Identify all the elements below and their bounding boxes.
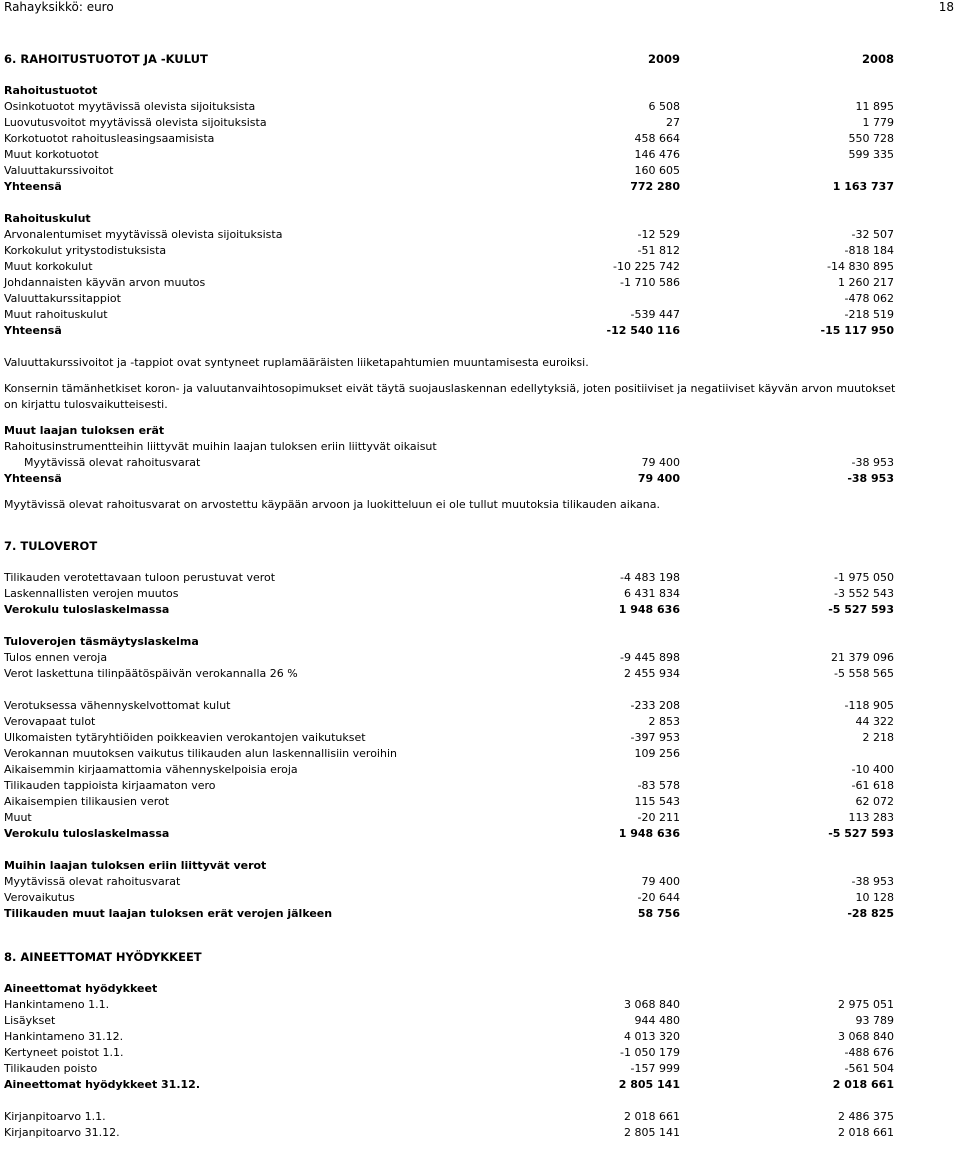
value-2008: -10 400 [851, 763, 894, 776]
value-2009: -157 999 [630, 1062, 680, 1075]
row-label: Muut korkotuotot [4, 148, 99, 161]
value-2008: 1 779 [862, 116, 894, 129]
value-2008: -488 676 [844, 1046, 894, 1059]
intangible-rows [4, 997, 899, 1077]
total-row [4, 1077, 899, 1093]
row-label: Verokannan muutoksen vaikutus tilikauden alun laskennallisiin veroihin [4, 747, 397, 760]
value-2008: -28 825 [847, 907, 894, 920]
row-label: Johdannaisten käyvän arvon muutos [4, 276, 206, 289]
section-7-heading: 7. TULOVEROT [4, 539, 98, 553]
section-title: 6. RAHOITUSTUOTOT JA -KULUT [4, 52, 208, 66]
table-row [4, 115, 899, 131]
table-row [4, 714, 899, 730]
table-row [4, 874, 899, 890]
table-row [4, 291, 899, 307]
value-2008: 1 163 737 [832, 180, 894, 193]
value-2008: -61 618 [851, 779, 894, 792]
row-label: Hankintameno 1.1. [4, 998, 110, 1011]
row-label: Kirjanpitoarvo 1.1. [4, 1110, 106, 1123]
reconciliation-rows-a [4, 650, 899, 682]
row-label: Aikaisempien tilikausien verot [4, 795, 170, 808]
table-row [4, 730, 899, 746]
currency-unit: Rahayksikkö: euro [4, 0, 114, 14]
value-2008: -218 519 [844, 308, 894, 321]
value-2009: 458 664 [634, 132, 680, 145]
value-2008: 550 728 [848, 132, 894, 145]
subsection-title: Muut laajan tuloksen erät [4, 424, 165, 437]
row-label: Korkokulut yritystodistuksista [4, 244, 167, 257]
total-row [4, 826, 899, 842]
table-row [4, 890, 899, 906]
value-2009: -4 483 198 [620, 571, 680, 584]
value-2009: 3 068 840 [624, 998, 680, 1011]
table-row [4, 243, 899, 259]
table-row [4, 259, 899, 275]
value-2008: -818 184 [844, 244, 894, 257]
document-body [4, 51, 899, 1141]
value-2008: 21 379 096 [831, 651, 894, 664]
row-label: Yhteensä [4, 180, 62, 193]
subsection-subtitle: Rahoitusinstrumentteihin liittyvät muihin laajan tuloksen eriin liittyvät oikaisut [4, 440, 437, 453]
table-row [4, 227, 899, 243]
income-rows [4, 99, 899, 179]
value-2008: 10 128 [855, 891, 894, 904]
value-2009: 6 431 834 [624, 587, 680, 600]
table-row [4, 163, 899, 179]
value-2008: -1 975 050 [834, 571, 894, 584]
row-label: Tilikauden tappioista kirjaamaton vero [4, 779, 216, 792]
value-2009: 2 455 934 [624, 667, 680, 680]
value-2009: -397 953 [630, 731, 680, 744]
row-label: Yhteensä [4, 324, 62, 337]
value-2009: -9 445 898 [620, 651, 680, 664]
row-label: Osinkotuotot myytävissä olevista sijoituksista [4, 100, 256, 113]
table-row [4, 1125, 899, 1141]
row-label: Myytävissä olevat rahoitusvarat [24, 456, 201, 469]
table-row [4, 1045, 899, 1061]
table-row [4, 746, 899, 762]
row-label: Muut [4, 811, 32, 824]
row-label: Kertyneet poistot 1.1. [4, 1046, 124, 1059]
value-2008: -15 117 950 [820, 324, 894, 337]
table-row [4, 1029, 899, 1045]
value-2008: -3 552 543 [834, 587, 894, 600]
value-2009: 109 256 [634, 747, 680, 760]
note-paragraph: Myytävissä olevat rahoitusvarat on arvostettu käypään arvoon ja luokitteluun ei ole tullut muutoksia tilikauden aikana. [4, 498, 660, 511]
row-label: Kirjanpitoarvo 31.12. [4, 1126, 120, 1139]
value-2008: 2 486 375 [838, 1110, 894, 1123]
value-2008: -14 830 895 [827, 260, 894, 273]
value-2009: 2 805 141 [618, 1078, 680, 1091]
value-2009: 2 018 661 [624, 1110, 680, 1123]
value-2008: 2 218 [862, 731, 894, 744]
value-2008: -5 527 593 [828, 603, 894, 616]
row-label: Arvonalentumiset myytävissä olevista sijoituksista [4, 228, 283, 241]
row-label: Tulos ennen veroja [4, 651, 108, 664]
value-2008: -5 527 593 [828, 827, 894, 840]
table-row [4, 794, 899, 810]
value-2008: 113 283 [848, 811, 894, 824]
value-2008: -38 953 [851, 456, 894, 469]
row-label: Verokulu tuloslaskelmassa [4, 827, 170, 840]
cost-rows [4, 227, 899, 323]
table-row [4, 810, 899, 826]
value-2009: 79 400 [641, 456, 680, 469]
table-row [4, 1061, 899, 1077]
value-2008: 3 068 840 [838, 1030, 894, 1043]
value-2008: 2 018 661 [838, 1126, 894, 1139]
value-2009: 2 805 141 [624, 1126, 680, 1139]
page-header [0, 0, 960, 18]
value-2009: -12 540 116 [606, 324, 680, 337]
value-2009: -20 211 [637, 811, 680, 824]
table-row [4, 147, 899, 163]
section-8-heading: 8. AINEETTOMAT HYÖDYKKEET [4, 950, 202, 964]
subsection-title: Muihin laajan tuloksen eriin liittyvät verot [4, 859, 267, 872]
row-label: Korkotuotot rahoitusleasingsaamisista [4, 132, 215, 145]
col-header-2008: 2008 [861, 52, 894, 66]
table-row [4, 99, 899, 115]
value-2009: -233 208 [630, 699, 680, 712]
total-row [4, 906, 899, 922]
value-2008: 62 072 [855, 795, 894, 808]
total-row [4, 179, 899, 195]
subsection-title: Tuloverojen täsmäytyslaskelma [4, 635, 199, 648]
table-row [4, 997, 899, 1013]
value-2008: 11 895 [855, 100, 894, 113]
section-6-heading [4, 51, 899, 67]
row-label: Ulkomaisten tytäryhtiöiden poikkeavien verokantojen vaikutukset [4, 731, 366, 744]
total-row [4, 323, 899, 339]
row-label: Aikaisemmin kirjaamattomia vähennyskelpoisia eroja [4, 763, 298, 776]
table-row [4, 307, 899, 323]
value-2009: 4 013 320 [624, 1030, 680, 1043]
row-label: Aineettomat hyödykkeet 31.12. [4, 1078, 201, 1091]
value-2009: -539 447 [630, 308, 680, 321]
col-header-2009: 2009 [647, 52, 680, 66]
row-label: Verot laskettuna tilinpäätöspäivän verokannalla 26 % [4, 667, 298, 680]
value-2009: 2 853 [648, 715, 680, 728]
row-label: Myytävissä olevat rahoitusvarat [4, 875, 181, 888]
value-2009: -1 050 179 [620, 1046, 680, 1059]
subsection-title: Rahoitustuotot [4, 84, 98, 97]
table-row [4, 698, 899, 714]
value-2008: 44 322 [855, 715, 894, 728]
value-2008: 93 789 [855, 1014, 894, 1027]
value-2009: 772 280 [630, 180, 680, 193]
value-2009: 79 400 [641, 875, 680, 888]
table-row [4, 666, 899, 682]
row-label: Muut rahoituskulut [4, 308, 108, 321]
total-row [4, 471, 899, 487]
row-label: Laskennallisten verojen muutos [4, 587, 179, 600]
tax-rows [4, 570, 899, 602]
value-2008: -5 558 565 [834, 667, 894, 680]
row-label: Verovaikutus [4, 891, 75, 904]
table-row [4, 1109, 899, 1125]
value-2009: 115 543 [634, 795, 680, 808]
value-2009: 1 948 636 [618, 827, 680, 840]
value-2009: -20 644 [637, 891, 680, 904]
value-2009: 79 400 [637, 472, 680, 485]
value-2009: 160 605 [634, 164, 680, 177]
value-2009: -12 529 [637, 228, 680, 241]
value-2009: -1 710 586 [620, 276, 680, 289]
subsection-title: Aineettomat hyödykkeet [4, 982, 158, 995]
value-2009: 58 756 [637, 907, 680, 920]
row-label: Luovutusvoitot myytävissä olevista sijoituksista [4, 116, 267, 129]
note-paragraph: Valuuttakurssivoitot ja -tappiot ovat syntyneet ruplamääräisten liiketapahtumien muuntamisesta euroiksi. [4, 356, 589, 369]
reconciliation-rows-b [4, 698, 899, 826]
subsection-title: Rahoituskulut [4, 212, 91, 225]
row-label: Verovapaat tulot [4, 715, 96, 728]
value-2009: 6 508 [648, 100, 680, 113]
value-2009: 944 480 [634, 1014, 680, 1027]
row-label: Verokulu tuloslaskelmassa [4, 603, 170, 616]
table-row [4, 1013, 899, 1029]
page-number: 18 [938, 0, 954, 14]
value-2009: 146 476 [634, 148, 680, 161]
value-2008: -38 953 [847, 472, 894, 485]
table-row [4, 275, 899, 291]
row-label: Lisäykset [4, 1014, 56, 1027]
value-2009: -83 578 [637, 779, 680, 792]
value-2008: -561 504 [844, 1062, 894, 1075]
value-2008: -478 062 [844, 292, 894, 305]
total-row [4, 602, 899, 618]
note-paragraph: Konsernin tämänhetkiset koron- ja valuutanvaihtosopimukset eivät täytä suojauslaskennan edellytyksiä, joten positiiviset ja negatiiviset käyvän arvon muutokset on kirjattu tulosvaikutteisesti. [4, 382, 896, 411]
row-label: Verotuksessa vähennyskelvottomat kulut [4, 699, 231, 712]
value-2009: -51 812 [637, 244, 680, 257]
value-2008: 599 335 [848, 148, 894, 161]
row-label: Tilikauden muut laajan tuloksen erät verojen jälkeen [4, 907, 333, 920]
value-2009: -10 225 742 [613, 260, 680, 273]
value-2008: -32 507 [851, 228, 894, 241]
value-2008: -118 905 [844, 699, 894, 712]
value-2008: -38 953 [851, 875, 894, 888]
table-row [4, 131, 899, 147]
value-2009: 1 948 636 [618, 603, 680, 616]
table-row [4, 570, 899, 586]
row-label: Hankintameno 31.12. [4, 1030, 124, 1043]
row-label: Tilikauden verotettavaan tuloon perustuvat verot [4, 571, 276, 584]
row-label: Muut korkokulut [4, 260, 93, 273]
value-2008: 1 260 217 [838, 276, 894, 289]
table-row [4, 455, 899, 471]
oci-tax-rows [4, 874, 899, 906]
row-label: Valuuttakurssivoitot [4, 164, 114, 177]
book-value-rows [4, 1109, 899, 1141]
table-row [4, 778, 899, 794]
value-2008: 2 018 661 [832, 1078, 894, 1091]
row-label: Valuuttakurssitappiot [4, 292, 121, 305]
row-label: Yhteensä [4, 472, 62, 485]
table-row [4, 650, 899, 666]
value-2009: 27 [666, 116, 680, 129]
table-row [4, 762, 899, 778]
row-label: Tilikauden poisto [4, 1062, 98, 1075]
table-row [4, 586, 899, 602]
value-2008: 2 975 051 [838, 998, 894, 1011]
